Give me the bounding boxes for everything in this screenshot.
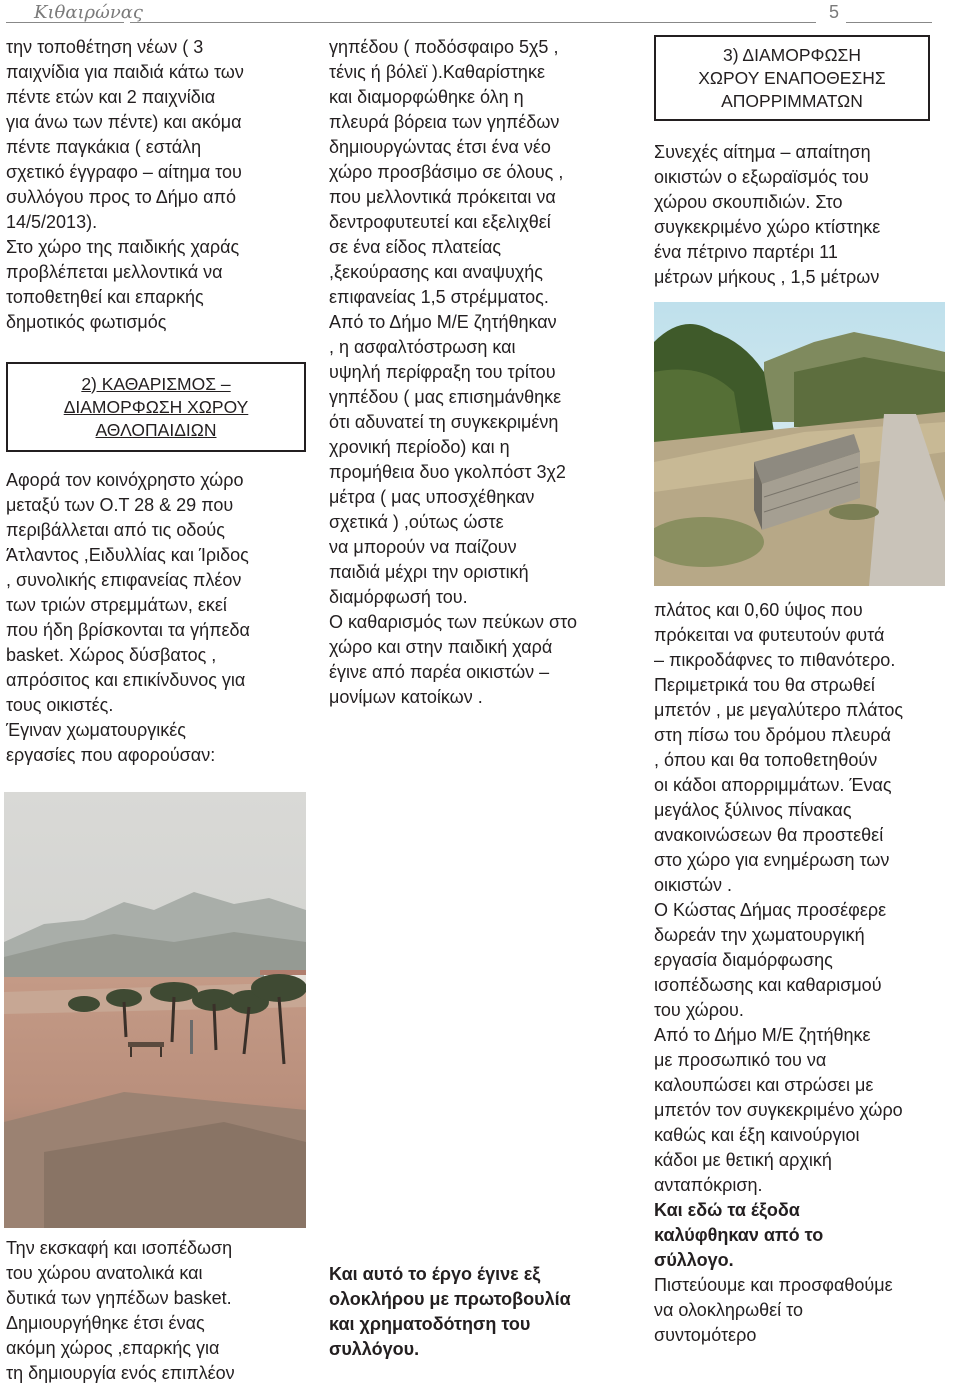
column-1-body — [6, 468, 306, 768]
publication-title: Κιθαιρώνας — [34, 2, 143, 23]
col3-paragraph-1: Συνεχές αίτημα – απαίτηση οικιστών ο εξωραϊσμός του χώρου σκουπιδιών. Στο συγκεκριμένο χώρο κτίστηκε ένα πέτρινο παρτέρι 11 μέτρων μήκους , 1,5 μέτρων — [654, 142, 881, 287]
col3-paragraph-3: Πιστεύουμε και προσφαθούμε να ολοκληρωθεί το συντομότερο — [654, 1275, 893, 1345]
column-1-bottom — [6, 1236, 306, 1386]
col2-bold-statement: Και αυτό το έργο έγινε εξ ολοκλήρου με πρωτοβουλία και χρηματοδότηση του συλλόγου. — [329, 1264, 571, 1359]
page-number: 5 — [829, 2, 840, 22]
section-3-heading-line-2: ΧΩΡΟΥ ΕΝΑΠΟΘΕΣΗΣ — [698, 67, 886, 88]
photo-stone-planter — [654, 302, 945, 586]
section-2-heading-line-1: 2) ΚΑΘΑΡΙΣΜΟΣ – — [81, 373, 231, 394]
photo-sports-field — [4, 792, 306, 1228]
photo-sports-field-image — [4, 792, 306, 1228]
section-2-heading-box — [6, 362, 306, 452]
header-rule-right — [846, 22, 932, 23]
column-1 — [6, 35, 306, 335]
column-2-closing — [329, 1262, 634, 1362]
column-3 — [654, 140, 954, 290]
col2-paragraph-1: γηπέδου ( ποδόσφαιρο 5χ5 , τένις ή βόλεϊ ).Καθαρίστηκε και διαμορφώθηκε όλη η πλευρά βόρεια των γηπέδων δημιουργώντας έτσι ένα νέο χώρο προσβάσιμο σε όλους , που μελλοντικά πρόκειται να δεντροφυτευτεί και εξελιχθεί σε ένα είδος πλατείας ,ξεκούρασης και αναψυχής επιφανείας 1,5 στρέμματος. Από το Δήμο Μ/Ε ζητήθηκαν , η ασφαλτόστρωση και υψηλή περίφραξη του τρίτου γηπέδου ( μας επισημάνθηκε ότι αδυνατεί τη συγκεκριμένη χρονική περίοδο) και η προμήθεια δυο γκολπόστ 3χ2 μέτρα ( μας υποσχέθηκαν σχετικά ) ,ούτως ώστε να μπορούν να παίζουν παιδιά μέχρι την οριστική διαμόρφωσή του. Ο καθαρισμός των πεύκων στο χώρο και στην παιδική χαρά έγινε από παρέα οικιστών – μονίμων κατοίκων . — [329, 37, 578, 707]
col1-paragraph-1: την τοποθέτηση νέων ( 3 παιχνίδια για παιδιά κάτω των πέντε ετών και 2 παιχνίδια για άνω των πέντε) και ακόμα πέντε παγκάκια ( εστάλη σχετικό έγγραφο – αίτημα του συλλόγου προς το Δήμο από 14/5/2013). Στο χώρο της παιδικής χαράς προβλέπεται μελλοντικά να τοποθετηθεί και επαρκής δημοτικός φωτισμός — [6, 37, 244, 332]
section-3-heading-line-3: ΑΠΟΡΡΙΜΜΑΤΩΝ — [721, 90, 863, 111]
section-2-heading-line-3: ΑΘΛΟΠΑΙΔΙΩΝ — [95, 419, 217, 440]
section-3-heading-line-1: 3) ΔΙΑΜΟΡΦΩΣΗ — [722, 44, 862, 65]
column-2 — [329, 35, 634, 710]
col3-bold-statement: Και εδώ τα έξοδα καλύφθηκαν από το σύλλογο. — [654, 1200, 824, 1270]
section-3-heading-box — [654, 35, 930, 121]
col1-paragraph-2: Αφορά τον κοινόχρηστο χώρο μεταξύ των Ο.Τ 28 & 29 που περιβάλλεται από τις οδούς Άτλαντος ,Ειδυλλίας και Ίριδος , συνολικής επιφανείας πλέον των τριών στρεμμάτων, εκεί που ήδη βρίσκονται τα γήπεδα basket. Χώρος δύσβατος , απρόσιτος και επικίνδυνος για τους οικιστές. Έγιναν χωματουργικές εργασίες που αφορούσαν: — [6, 470, 250, 765]
photo-stone-planter-image — [654, 302, 945, 586]
page-header — [0, 0, 960, 30]
header-rule-middle — [130, 22, 816, 23]
col1-paragraph-3: Την εκσκαφή και ισοπέδωση του χώρου ανατολικά και δυτικά των γηπέδων basket. Δημιουργήθηκε έτσι ένας ακόμη χώρος ,επαρκής για τη δημιουργία ενός επιπλέον — [6, 1238, 235, 1383]
column-3-body — [654, 598, 954, 1348]
col3-paragraph-2: πλάτος και 0,60 ύψος που πρόκειται να φυτευτούν φυτά – πικροδάφνες το πιθανότερο. Περιμετρικά του θα στρωθεί μπετόν , με μεγαλύτερο πλάτος στη πίσω του δρόμου πλευρά , όπου και θα τοποθετηθούν οι κάδοι απορριμμάτων. Ένας μεγάλος ξύλινος πίνακας ανακοινώσεων θα προστεθεί στο χώρο για ενημέρωση των οικιστών . Ο Κώστας Δήμας προσέφερε δωρεάν την χωματουργική εργασία διαμόρφωσης ισοπέδωσης και καθαρισμού του χώρου. Από το Δήμο Μ/Ε ζητήθηκε με προσωπικό του να καλουπώσει και στρώσει με μπετόν τον συγκεκριμένο χώρο καθώς και έξη καινούργιοι κάδοι με θετική αρχική ανταπόκριση. — [654, 600, 904, 1195]
section-2-heading-line-2: ΔΙΑΜΟΡΦΩΣΗ ΧΩΡΟΥ — [63, 396, 249, 417]
